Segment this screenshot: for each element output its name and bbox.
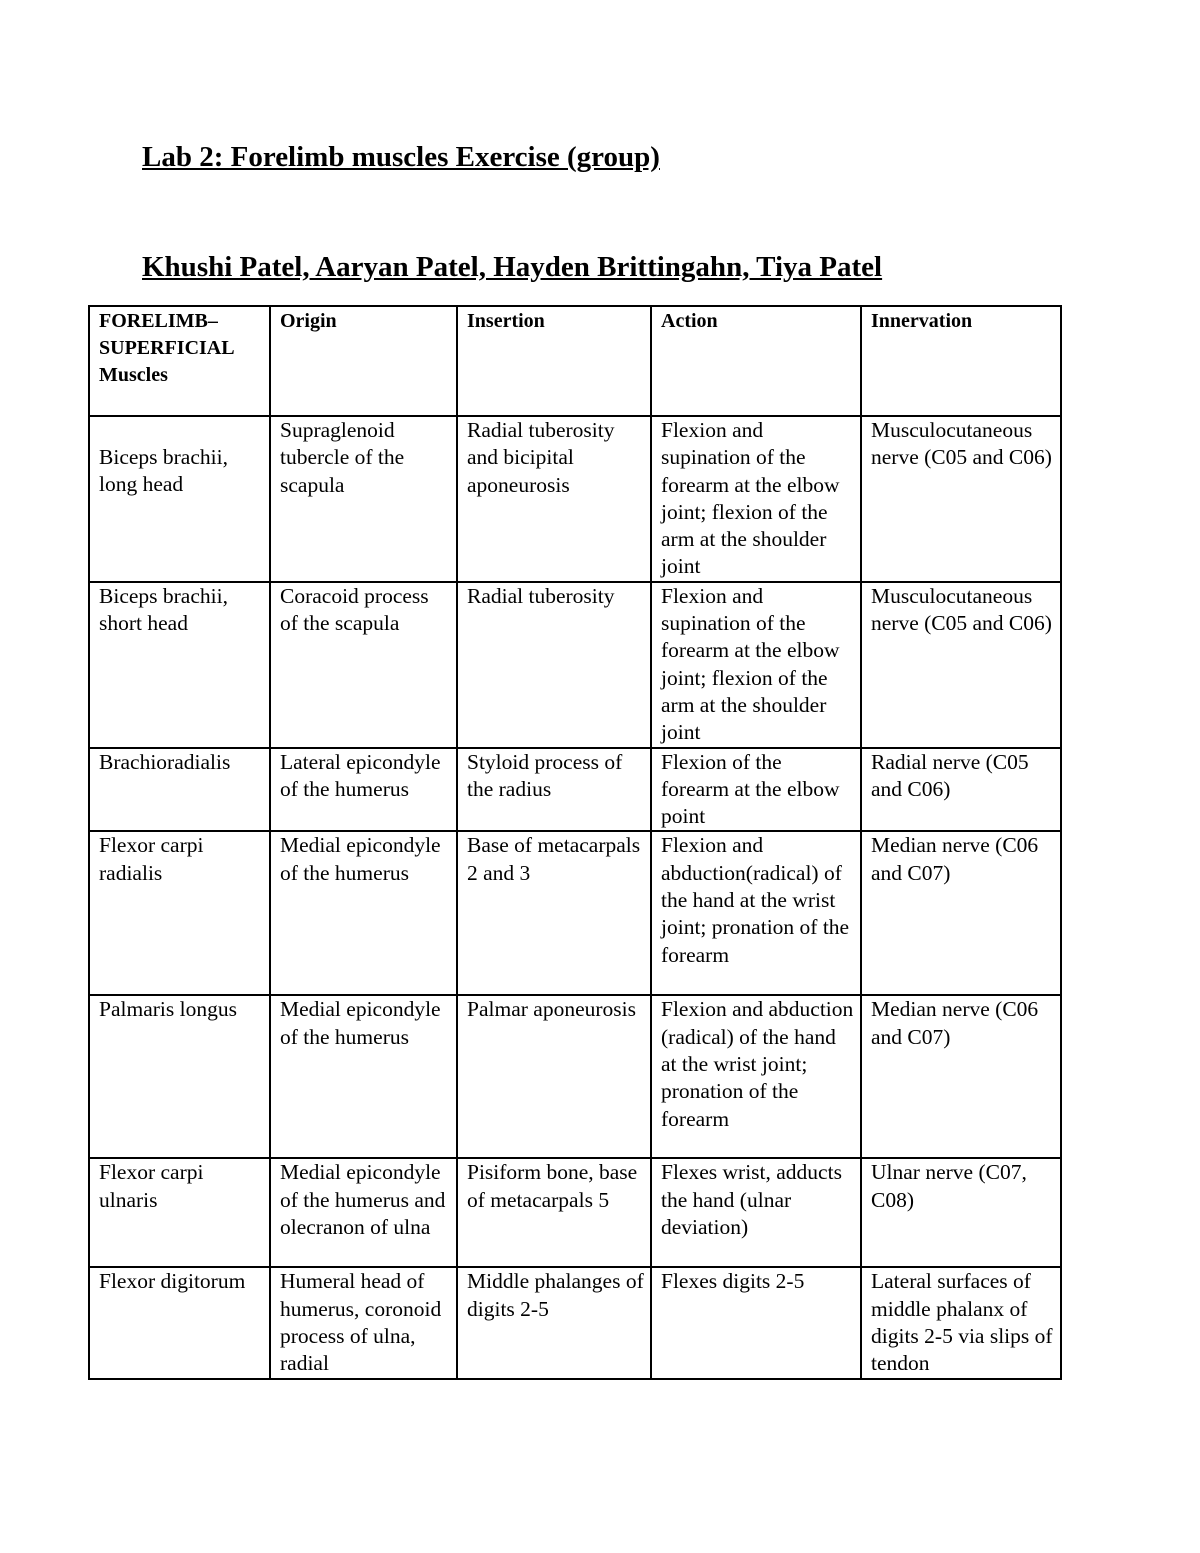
action-cell: Flexes digits 2-5 [651, 1267, 861, 1378]
insertion-cell: Base of metacarpals 2 and 3 [457, 831, 651, 995]
action-cell: Flexion of the forearm at the elbow point [651, 748, 861, 832]
table-row [89, 582, 1061, 748]
author-list: Khushi Patel, Aaryan Patel, Hayden Brittingahn, Tiya Patel [142, 251, 883, 283]
insertion-cell: Radial tuberosity and bicipital aponeurosis [457, 416, 651, 582]
innervation-cell: Median nerve (C06 and C07) [861, 831, 1061, 995]
header-insertion: Insertion [457, 306, 651, 416]
table-row [89, 831, 1061, 995]
action-cell: Flexion and supination of the forearm at the elbow joint; flexion of the arm at the shoulder joint [651, 416, 861, 582]
muscle-table [88, 305, 1062, 1380]
table-row [89, 995, 1061, 1158]
muscle-name: Biceps brachii, short head [89, 582, 270, 748]
corner-header: FORELIMB–SUPERFICIAL Muscles [89, 306, 270, 416]
innervation-cell: Radial nerve (C05 and C06) [861, 748, 1061, 832]
header-action: Action [651, 306, 861, 416]
origin-cell: Lateral epicondyle of the humerus [270, 748, 457, 832]
header-origin: Origin [270, 306, 457, 416]
header-row [89, 306, 1061, 416]
origin-cell: Humeral head of humerus, coronoid process of ulna, radial [270, 1267, 457, 1378]
action-cell: Flexion and supination of the forearm at the elbow joint; flexion of the arm at the shoulder joint [651, 582, 861, 748]
origin-cell: Coracoid process of the scapula [270, 582, 457, 748]
table-row [89, 748, 1061, 832]
muscle-name: Biceps brachii, long head [89, 416, 270, 582]
action-cell: Flexes wrist, adducts the hand (ulnar deviation) [651, 1158, 861, 1267]
table-row [89, 1158, 1061, 1267]
table-row [89, 416, 1061, 582]
table-row [89, 1267, 1061, 1378]
insertion-cell: Pisiform bone, base of metacarpals 5 [457, 1158, 651, 1267]
origin-cell: Supraglenoid tubercle of the scapula [270, 416, 457, 582]
muscle-name: Palmaris longus [89, 995, 270, 1158]
origin-cell: Medial epicondyle of the humerus [270, 995, 457, 1158]
muscle-name: Flexor carpi radialis [89, 831, 270, 995]
origin-cell: Medial epicondyle of the humerus and olecranon of ulna [270, 1158, 457, 1267]
origin-cell: Medial epicondyle of the humerus [270, 831, 457, 995]
insertion-cell: Middle phalanges of digits 2-5 [457, 1267, 651, 1378]
document-title: Lab 2: Forelimb muscles Exercise (group) [142, 141, 660, 173]
innervation-cell: Musculocutaneous nerve (C05 and C06) [861, 416, 1061, 582]
insertion-cell: Styloid process of the radius [457, 748, 651, 832]
innervation-cell: Lateral surfaces of middle phalanx of digits 2-5 via slips of tendon [861, 1267, 1061, 1378]
innervation-cell: Ulnar nerve (C07, C08) [861, 1158, 1061, 1267]
muscle-name: Flexor carpi ulnaris [89, 1158, 270, 1267]
insertion-cell: Radial tuberosity [457, 582, 651, 748]
header-innervation: Innervation [861, 306, 1061, 416]
muscle-name: Brachioradialis [89, 748, 270, 832]
action-cell: Flexion and abduction(radical) of the hand at the wrist joint; pronation of the forearm [651, 831, 861, 995]
action-cell: Flexion and abduction (radical) of the hand at the wrist joint; pronation of the forearm [651, 995, 861, 1158]
insertion-cell: Palmar aponeurosis [457, 995, 651, 1158]
innervation-cell: Musculocutaneous nerve (C05 and C06) [861, 582, 1061, 748]
muscle-name: Flexor digitorum [89, 1267, 270, 1378]
innervation-cell: Median nerve (C06 and C07) [861, 995, 1061, 1158]
